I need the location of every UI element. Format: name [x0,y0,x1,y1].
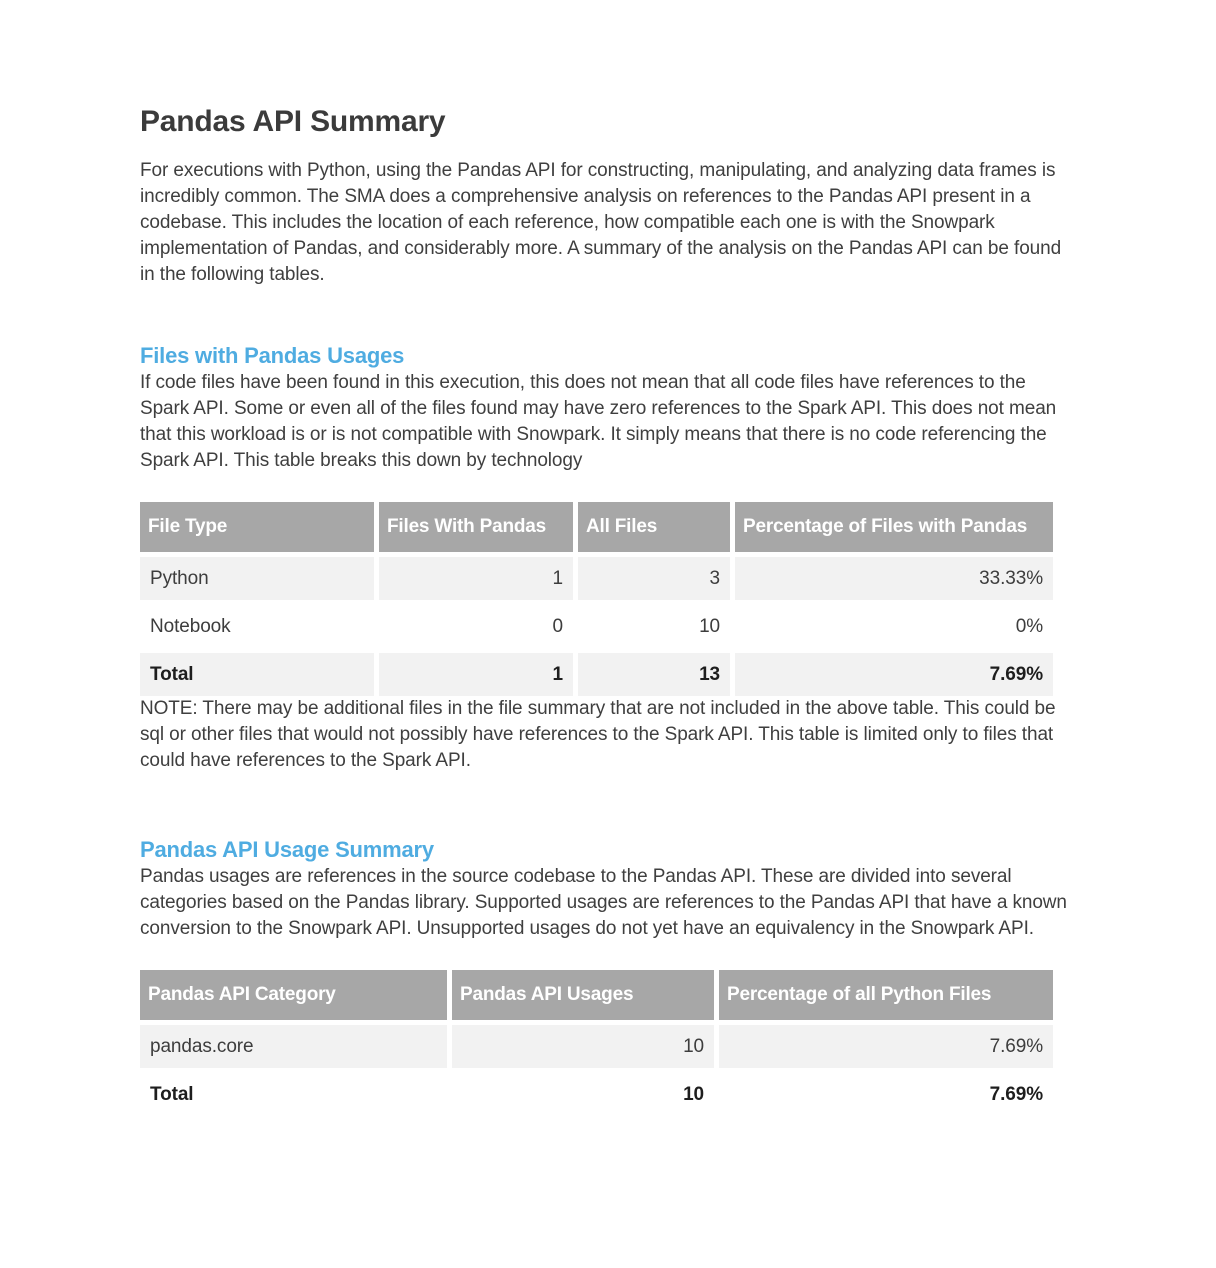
table-cell-total-all-files: 13 [578,653,730,696]
column-header: Pandas API Category [140,970,447,1020]
table-cell-usages: 10 [452,1025,714,1068]
column-header: Percentage of all Python Files [719,970,1053,1020]
table-cell-total-usages: 10 [452,1073,714,1116]
files-with-pandas-table [140,502,1053,696]
table-cell-all-files: 10 [578,605,730,648]
table-cell-file-type: Notebook [140,605,374,648]
page-title: Pandas API Summary [140,105,446,138]
column-header: File Type [140,502,374,552]
column-header: Percentage of Files with Pandas [735,502,1053,552]
table-cell-percentage: 7.69% [719,1025,1053,1068]
column-header: Pandas API Usages [452,970,714,1020]
usage-section-description: Pandas usages are references in the source codebase to the Pandas API. These are divided into several categories based on the Pandas library. Supported usages are references to the Pandas API that have a known conversion to the Snowpark API. Unsupported usages do not yet have an equivalency in the Snowpark API. [140,866,1067,939]
table-cell-percentage: 33.33% [735,557,1053,600]
files-with-pandas-section [140,344,1076,774]
pandas-usage-section [140,838,1076,1116]
table-cell-total-files-with-pandas: 1 [379,653,573,696]
pandas-usage-table [140,970,1053,1116]
table-cell-files-with-pandas: 1 [379,557,573,600]
usage-section-heading: Pandas API Usage Summary [140,837,434,862]
files-section-heading: Files with Pandas Usages [140,343,405,368]
table-cell-all-files: 3 [578,557,730,600]
table-cell-file-type: Python [140,557,374,600]
table-cell-category: pandas.core [140,1025,447,1068]
intro-paragraph: For executions with Python, using the Pandas API for constructing, manipulating, and analyzing data frames is incredibly common. The SMA does a comprehensive analysis on references to the Pandas API present in a codebase. This includes the location of each reference, how compatible each one is with the Snowpark implementation of Pandas, and considerably more. A summary of the analysis on the Pandas API can be found in the following tables. [140,160,1062,285]
files-table-note: NOTE: There may be additional files in the file summary that are not included in the above table. This could be sql or other files that would not possibly have references to the Spark API. This table is limited only to files that could have references to the Spark API. [140,698,1056,771]
files-section-description: If code files have been found in this execution, this does not mean that all code files have references to the Spark API. Some or even all of the files found may have zero references to the Spark API. This does not mean that this workload is or is not compatible with Snowpark. It simply means that there is no code referencing the Spark API. This table breaks this down by technology [140,372,1057,471]
table-cell-percentage: 0% [735,605,1053,648]
column-header: Files With Pandas [379,502,573,552]
table-cell-total-label: Total [140,653,374,696]
table-cell-total-percentage: 7.69% [719,1073,1053,1116]
table-cell-files-with-pandas: 0 [379,605,573,648]
column-header: All Files [578,502,730,552]
table-cell-total-percentage: 7.69% [735,653,1053,696]
table-cell-total-label: Total [140,1073,447,1116]
